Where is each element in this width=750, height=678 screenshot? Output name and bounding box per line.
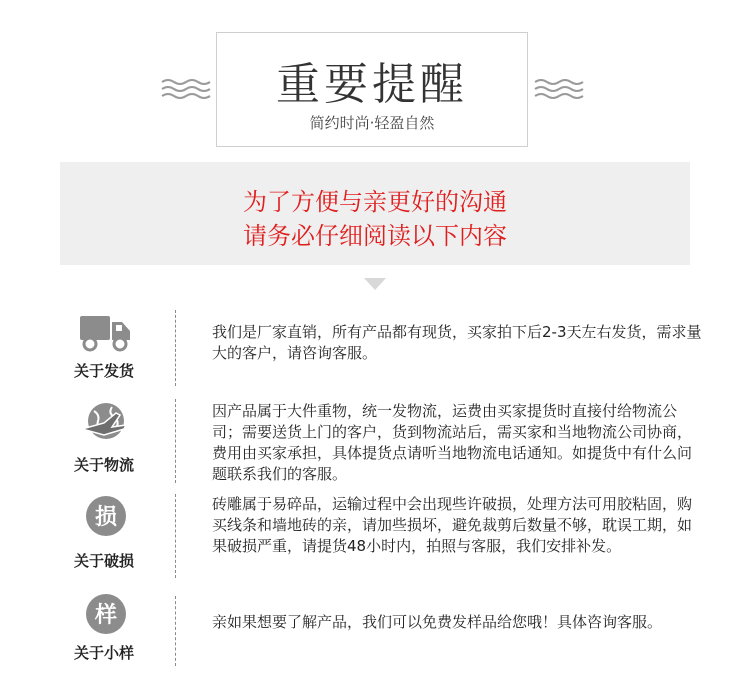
section-label: 关于小样 bbox=[73, 644, 134, 662]
section-text: 亲如果想要了解产品，我们可以免费发样品给您哦！具体咨询客服。 bbox=[212, 613, 663, 631]
section-text: 砖雕属于易碎品，运输过程中会出现些许破损，处理方法可用胶粘固，购买线条和墙地砖的亲，请加些损坏，避免裁剪后数量不够，耽误工期，如果破损严重，请提货48小时内，拍照与客服，我们安排补发。 bbox=[212, 495, 693, 555]
section-divider bbox=[175, 596, 176, 666]
page-title: 重要提醒 bbox=[276, 59, 468, 110]
section-divider bbox=[175, 310, 176, 386]
section-divider bbox=[175, 399, 176, 483]
damage-badge-icon bbox=[78, 494, 134, 540]
notice-line-2: 请务必仔细阅读以下内容 bbox=[243, 222, 507, 250]
right-wave-decoration bbox=[533, 78, 589, 100]
section-label: 关于物流 bbox=[73, 456, 134, 474]
page-subtitle: 简约时尚·轻盈自然 bbox=[309, 114, 435, 132]
section-text: 我们是厂家直销，所有产品都有现货，买家拍下后2-3天左右发货，需求量大的客户，请咨询客服。 bbox=[212, 323, 702, 362]
section-text: 因产品属于大件重物，统一发物流，运费由买家提货时直接付给物流公司；需要送货上门的客户，货到物流站后，需买家和当地物流公司协商，费用由买家承担，具体提货点请听当地物流电话通知。如提货中有什么问题联系我们的客服。 bbox=[212, 402, 693, 483]
left-wave-decoration bbox=[160, 78, 216, 100]
notice-banner bbox=[60, 162, 690, 265]
section-label: 关于破损 bbox=[73, 552, 134, 570]
section-logistics bbox=[0, 393, 750, 483]
section-shipping bbox=[0, 308, 750, 386]
notice-line-1: 为了方便与亲更好的沟通 bbox=[243, 188, 507, 216]
section-divider bbox=[175, 494, 176, 578]
section-samples bbox=[0, 592, 750, 672]
down-arrow-icon bbox=[364, 278, 386, 290]
sample-badge-icon bbox=[78, 592, 134, 638]
section-damage bbox=[0, 490, 750, 582]
section-label: 关于发货 bbox=[73, 362, 134, 380]
truck-icon bbox=[78, 310, 134, 356]
damage-badge-char: 损 bbox=[94, 505, 118, 530]
globe-plane-icon bbox=[78, 399, 134, 445]
sample-badge-char: 样 bbox=[94, 603, 118, 628]
